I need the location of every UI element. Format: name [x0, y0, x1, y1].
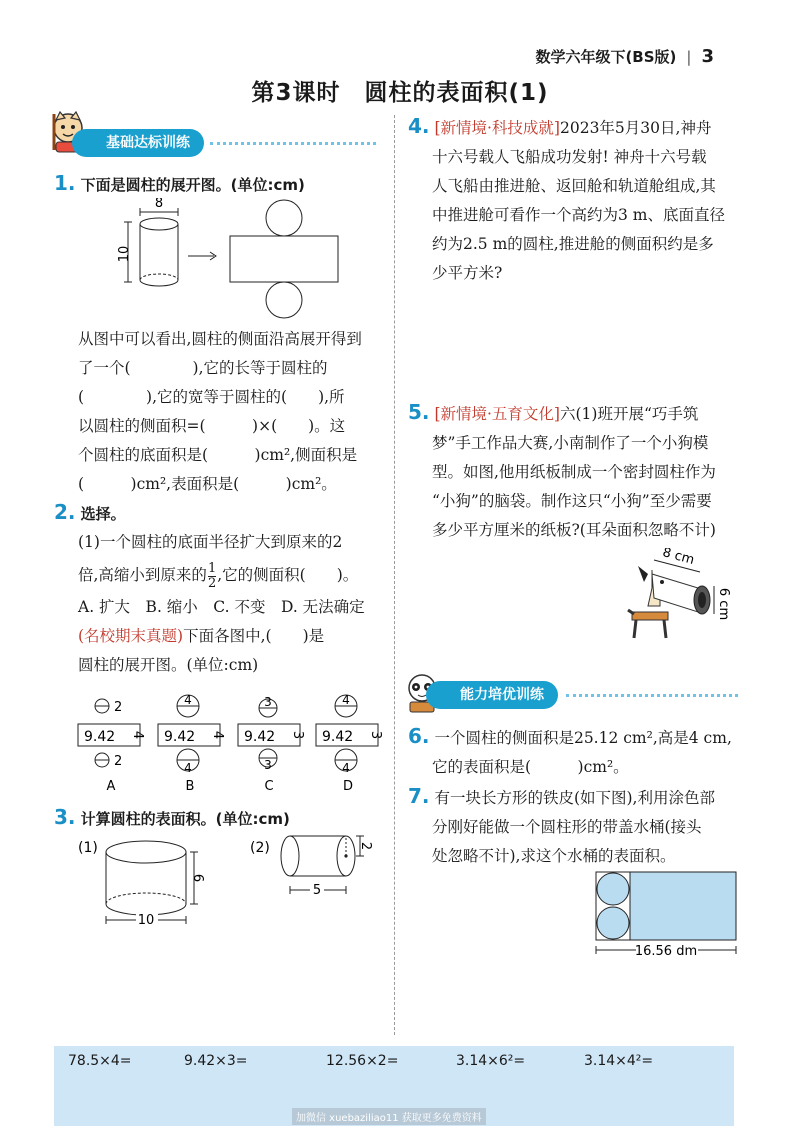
- section-banner-basic: 基础达标训练: [72, 129, 204, 157]
- q6-text: 一个圆柱的侧面积是25.12 cm²,高是4 cm,: [434, 729, 732, 747]
- q1-line: 了一个( ),它的长等于圆柱的: [78, 359, 328, 377]
- question-number: 3.: [54, 805, 76, 829]
- q6-line: 它的表面积是( )cm²。: [432, 758, 629, 776]
- q2-text: 下面各图中,( )是: [183, 627, 325, 645]
- q4-line: 十六号载人飞船成功发射! 神舟十六号载: [432, 148, 707, 166]
- option-top-value: 3: [264, 695, 272, 709]
- q5-line: 梦”手工作品大赛,小南制作了一个小狗模: [432, 434, 709, 452]
- dim-width: 8: [154, 198, 164, 211]
- dog-model-figure: [622, 548, 744, 652]
- page-number: 3: [701, 46, 714, 67]
- q7-text: 有一块长方形的铁皮(如下图),利用涂色部: [434, 789, 715, 807]
- q5-line: “小狗”的脑袋。制作这只“小狗”至少需要: [432, 492, 712, 510]
- q2-text: 倍,高缩小到原来的: [78, 566, 207, 584]
- q2-part2-line2: 圆柱的展开图。(单位:cm): [78, 656, 259, 674]
- dim-length: 5: [312, 883, 322, 898]
- section-dots: [566, 694, 738, 697]
- figure-label: (2): [250, 840, 270, 856]
- dim-height: 6: [190, 873, 205, 883]
- q4-line1: [408, 112, 744, 143]
- question-number: 4.: [408, 114, 430, 138]
- lesson-topic: 圆柱的表面积(1): [364, 80, 549, 106]
- option-d: [316, 693, 383, 794]
- fraction-numerator: 1: [207, 560, 217, 576]
- calc-item: 3.14×6²=: [456, 1053, 526, 1069]
- option-side: 4: [130, 730, 145, 740]
- question-number: 1.: [54, 171, 76, 195]
- header-separator: |: [686, 48, 692, 66]
- q4-line: 人飞船由推进舱、返回舱和轨道舱组成,其: [432, 177, 716, 195]
- option-top-value: 2: [114, 700, 123, 715]
- watermark-text: 加微信 xuebaziliao11 获取更多免费资料: [292, 1108, 486, 1125]
- dim-length: 8 cm: [660, 548, 696, 568]
- question-prompt: 下面是圆柱的展开图。(单位:cm): [80, 176, 305, 194]
- q5-line1: [408, 398, 744, 429]
- option-side: 3: [290, 730, 305, 740]
- figure-label: (1): [78, 840, 98, 856]
- question-3-heading: [54, 805, 290, 829]
- q1-line: 个圆柱的底面积是( )cm²,侧面积是: [78, 446, 358, 464]
- q6-line1: [408, 722, 744, 753]
- dim-radius: 2: [358, 841, 373, 851]
- q3-figure-2: [248, 834, 382, 908]
- q1-line: 以圆柱的侧面积=( )×( )。这: [78, 417, 346, 435]
- option-c: [238, 695, 305, 794]
- dim-diameter: 10: [137, 913, 155, 928]
- iron-sheet-figure: [592, 870, 742, 964]
- option-top-value: 4: [184, 693, 192, 707]
- page-header: [535, 46, 714, 67]
- option-bottom-value: 4: [342, 761, 350, 775]
- option-side: 3: [368, 730, 383, 740]
- question-number: 7.: [408, 784, 430, 808]
- q2-options-figure: [74, 692, 386, 800]
- question-6: [408, 722, 744, 782]
- question-prompt: 计算圆柱的表面积。(单位:cm): [80, 810, 290, 828]
- question-number: 5.: [408, 400, 430, 424]
- cylinder-net-figure: [114, 198, 354, 324]
- q5-line: 多少平方厘米的纸板?(耳朵面积忽略不计): [432, 521, 716, 539]
- question-7: [408, 782, 744, 871]
- q2-text: ,它的侧面积( )。: [217, 566, 359, 584]
- context-tag: [新情境·五育文化]: [434, 405, 560, 423]
- question-1-body: [78, 325, 388, 499]
- q5-line: 型。如图,他用纸板制成一个密封圆柱作为: [432, 463, 716, 481]
- calc-item: 9.42×3=: [184, 1053, 248, 1069]
- dim-height: 10: [117, 245, 132, 263]
- option-bottom-value: 2: [114, 754, 123, 769]
- question-5: [408, 398, 744, 545]
- column-divider: [394, 115, 395, 1035]
- q3-figure-1: [76, 834, 226, 938]
- q7-line: 处忽略不计),求这个水桶的表面积。: [432, 847, 676, 865]
- option-top-value: 4: [342, 693, 350, 707]
- q4-line: 少平方米?: [432, 264, 503, 282]
- option-side: 4: [210, 730, 225, 740]
- dim-length: 16.56 dm: [634, 944, 698, 959]
- option-length: 9.42: [164, 729, 196, 745]
- calc-item: 78.5×4=: [68, 1053, 132, 1069]
- q1-line: ( )cm²,表面积是( )cm²。: [78, 475, 337, 493]
- q2-part1-line1: (1)一个圆柱的底面半径扩大到原来的2: [78, 533, 343, 551]
- question-4: [408, 112, 744, 288]
- question-1-heading: [54, 171, 305, 195]
- q7-line1: [408, 782, 744, 813]
- question-number: 6.: [408, 724, 430, 748]
- question-2-heading: [54, 500, 126, 524]
- context-tag: [新情境·科技成就]: [434, 119, 560, 137]
- option-a: [78, 699, 145, 794]
- q2-choices: A. 扩大 B. 缩小 C. 不变 D. 无法确定: [78, 598, 365, 616]
- q1-line: 从图中可以看出,圆柱的侧面沿高展开得到: [78, 330, 362, 348]
- q4-text: 2023年5月30日,神舟: [559, 119, 712, 137]
- question-number: 2.: [54, 500, 76, 524]
- fraction: [208, 562, 216, 591]
- calc-item: 12.56×2=: [326, 1053, 399, 1069]
- q2-part1-line2: [78, 557, 388, 593]
- option-b: [158, 693, 225, 794]
- option-bottom-value: 3: [264, 758, 272, 772]
- book-title: 数学六年级下(BS版): [535, 48, 677, 66]
- option-label: C: [264, 779, 274, 794]
- option-label: D: [342, 779, 354, 794]
- q4-line: 约为2.5 m的圆柱,推进舱的侧面积约是多: [432, 235, 714, 253]
- q7-line: 分刚好能做一个圆柱形的带盖水桶(接头: [432, 818, 702, 836]
- dim-diameter: 6 cm: [716, 587, 731, 621]
- lesson-label: 第3课时: [251, 80, 341, 106]
- question-2-body: [78, 528, 388, 680]
- option-length: 9.42: [84, 729, 116, 745]
- option-label: B: [185, 779, 195, 794]
- q5-text: 六(1)班开展“巧手筑: [559, 405, 699, 423]
- calc-item: 3.14×4²=: [584, 1053, 654, 1069]
- page-title: [0, 74, 800, 107]
- question-prompt: 选择。: [80, 505, 126, 523]
- q1-line: ( ),它的宽等于圆柱的( ),所: [78, 388, 345, 406]
- source-tag: (名校期末真题): [78, 627, 184, 645]
- section-dots: [210, 142, 376, 145]
- section-banner-advanced: 能力培优训练: [426, 681, 558, 709]
- q2-part2-line1: [78, 622, 388, 651]
- option-bottom-value: 4: [184, 761, 192, 775]
- fraction-denominator: 2: [207, 575, 217, 591]
- option-length: 9.42: [322, 729, 354, 745]
- option-length: 9.42: [244, 729, 276, 745]
- q4-line: 中推进舱可看作一个高约为3 m、底面直径: [432, 206, 725, 224]
- option-label: A: [106, 779, 116, 794]
